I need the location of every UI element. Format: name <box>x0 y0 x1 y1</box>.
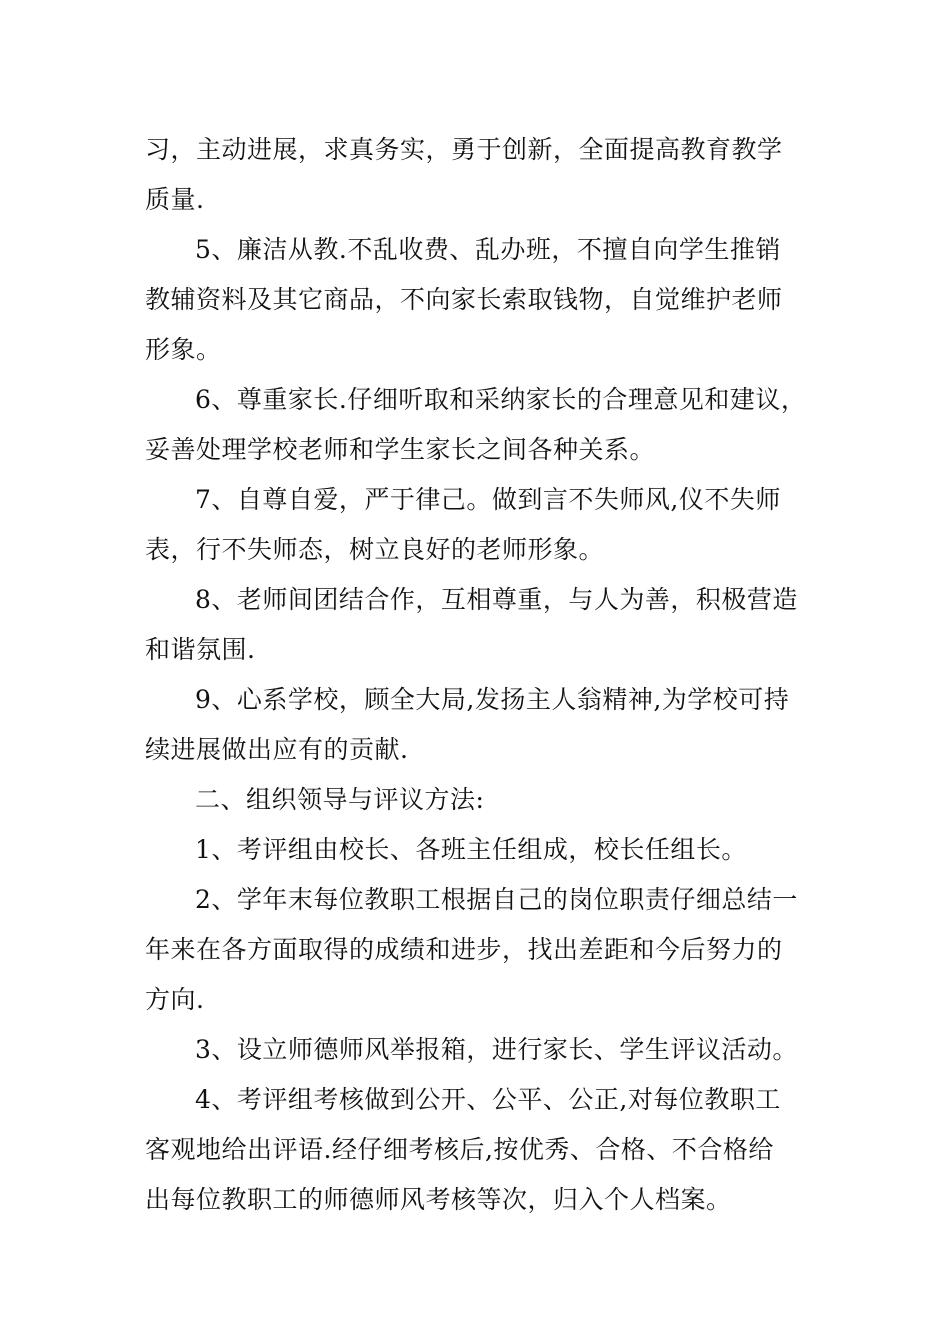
text-line: 习，主动进展，求真务实，勇于创新，全面提高教育教学 <box>145 135 783 164</box>
text-line: 年来在各方面取得的成绩和进步，找出差距和今后努力的 <box>145 935 783 964</box>
text-line: 表，行不失师态，树立良好的老师形象。 <box>145 535 605 564</box>
text-line: 客观地给出评语.经仔细考核后,按优秀、合格、不合格给 <box>145 1135 774 1164</box>
section-heading: 二、组织领导与评议方法: <box>195 785 485 814</box>
text-line: 形象。 <box>145 335 222 364</box>
text-line: 续进展做出应有的贡献. <box>145 735 409 764</box>
text-line: 1、考评组由校长、各班主任组成，校长任组长。 <box>195 835 747 864</box>
text-line: 教辅资料及其它商品，不向家长索取钱物，自觉维护老师 <box>145 285 783 314</box>
text-line: 出每位教职工的师德师风考核等次，归入个人档案。 <box>145 1185 732 1214</box>
text-line: 妥善处理学校老师和学生家长之间各种关系。 <box>145 435 656 464</box>
text-line: 和谐氛围. <box>145 635 256 664</box>
text-line: 6、尊重家长.仔细听取和采纳家长的合理意见和建议， <box>195 385 807 414</box>
text-line: 2、学年末每位教职工根据自己的岗位职责仔细总结一 <box>195 885 798 914</box>
text-line: 4、考评组考核做到公开、公平、公正,对每位教职工 <box>195 1085 781 1114</box>
text-line: 质量. <box>145 185 205 214</box>
text-line: 7、自尊自爱，严于律己。做到言不失师风,仪不失师 <box>195 485 781 514</box>
text-line: 5、廉洁从教.不乱收费、乱办班，不擅自向学生推销 <box>195 235 781 264</box>
text-line: 3、设立师德师风举报箱，进行家长、学生评议活动。 <box>195 1035 798 1064</box>
text-line: 8、老师间团结合作，互相尊重，与人为善，积极营造 <box>195 585 798 614</box>
text-line: 9、心系学校，顾全大局,发扬主人翁精神,为学校可持 <box>195 685 790 714</box>
text-line: 方向. <box>145 985 205 1014</box>
